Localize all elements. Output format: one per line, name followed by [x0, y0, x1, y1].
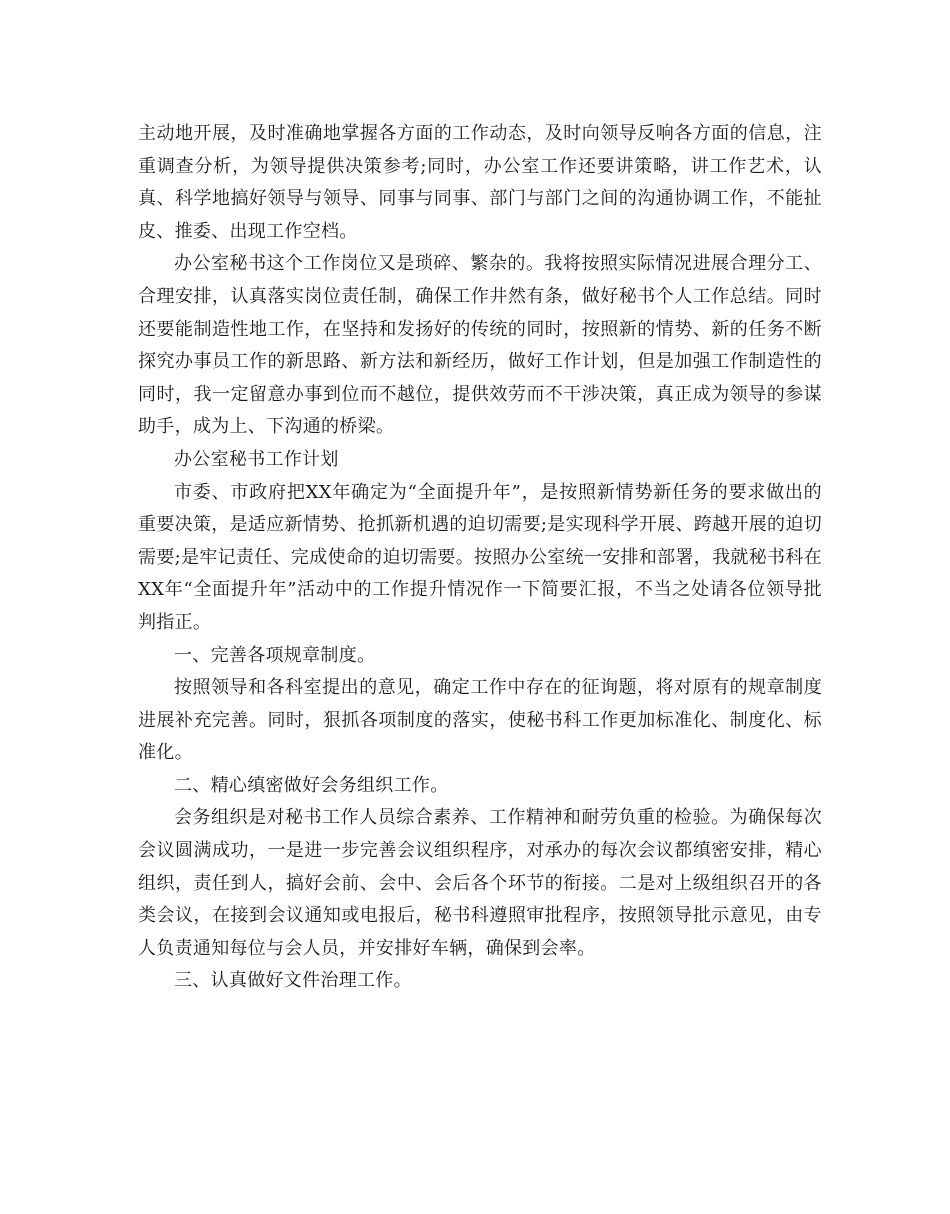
paragraph-3: 市委、市政府把XX年确定为“全面提升年”，是按照新情势新任务的要求做出的重要决策，是适应新情势、抢抓新机遇的迫切需要;是实现科学开展、跨越开展的迫切需要;是牢记责任、完成使命的迫切需要。按照办公室统一安排和部署，我就秘书科在XX年“全面提升年”活动中的工作提升情况作一下简要汇报，不当之处请各位领导批判指正。 — [138, 481, 822, 633]
document-page — [138, 118, 822, 998]
paragraph-5: 会务组织是对秘书工作人员综合素养、工作精神和耐劳负重的检验。为确保每次会议圆满成功，一是进一步完善会议组织程序，对承办的每次会议都缜密安排，精心组织，责任到人，搞好会前、会中、会后各个环节的衔接。二是对上级组织召开的各类会议，在接到会议通知或电报后，秘书科遵照审批程序，按照领导批示意见，由专人负责通知每位与会人员，并安排好车辆，确保到会率。 — [138, 807, 822, 959]
paragraph-1: 主动地开展，及时准确地掌握各方面的工作动态，及时向领导反响各方面的信息，注重调查分析，为领导提供决策参考;同时，办公室工作还要讲策略，讲工作艺术，认真、科学地搞好领导与领导、同事与同事、部门与部门之间的沟通协调工作，不能扯皮、推委、出现工作空档。 — [138, 123, 822, 242]
section-heading-3: 三、认真做好文件治理工作。 — [174, 970, 412, 992]
section-heading-plan: 办公室秘书工作计划 — [174, 448, 339, 470]
section-heading-1: 一、完善各项规章制度。 — [174, 644, 376, 666]
paragraph-2: 办公室秘书这个工作岗位又是琐碎、繁杂的。我将按照实际情况进展合理分工、合理安排，认真落实岗位责任制，确保工作井然有条，做好秘书个人工作总结。同时还要能制造性地工作，在坚持和发扬好的传统的同时，按照新的情势、新的任务不断探究办事员工作的新思路、新方法和新经历，做好工作计划，但是加强工作制造性的同时，我一定留意办事到位而不越位，提供效劳而不干涉决策，真正成为领导的参谋助手，成为上、下沟通的桥梁。 — [138, 253, 822, 438]
paragraph-4: 按照领导和各科室提出的意见，确定工作中存在的征询题，将对原有的规章制度进展补充完善。同时，狠抓各项制度的落实，使秘书科工作更加标准化、制度化、标准化。 — [138, 677, 822, 764]
section-heading-2: 二、精心缜密做好会务组织工作。 — [174, 774, 449, 796]
